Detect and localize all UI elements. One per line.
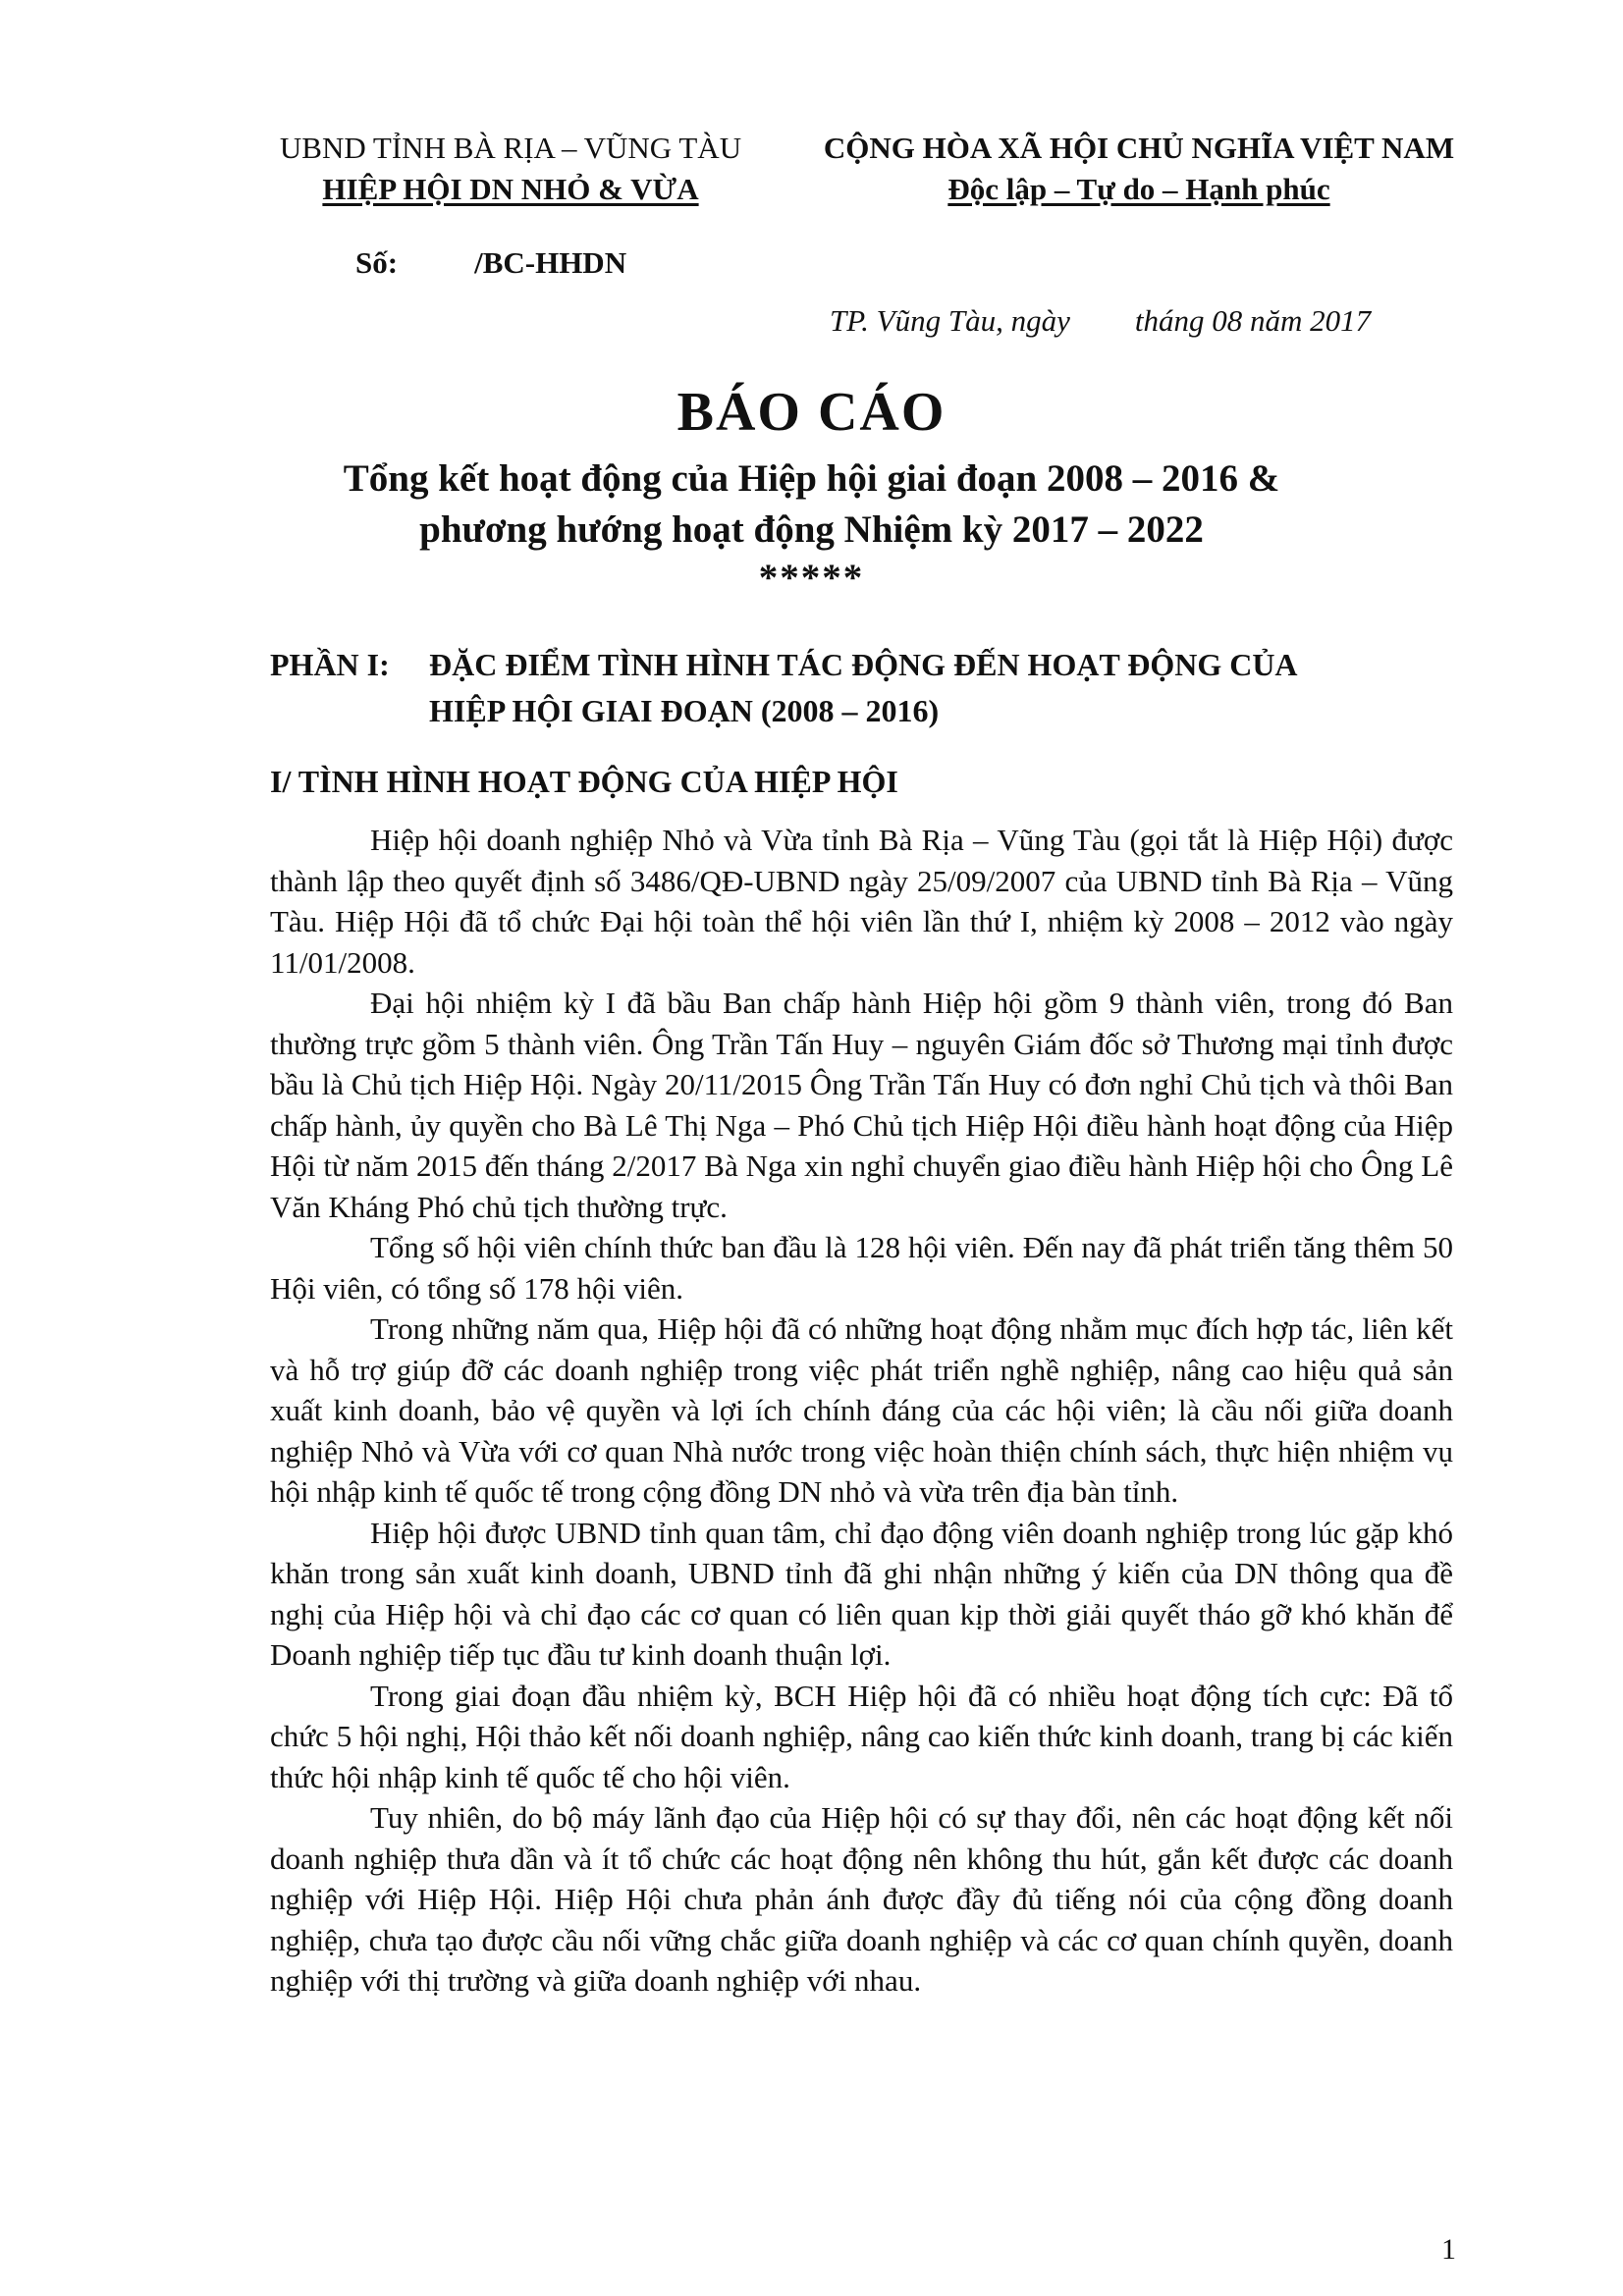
part-title-line-2: HIỆP HỘI GIAI ĐOẠN (2008 – 2016) [429,693,940,728]
part-heading [270,642,1298,734]
document-title: BÁO CÁO [676,382,947,443]
paragraph: Tổng số hội viên chính thức ban đầu là 128 hội viên. Đến nay đã phát triển tăng thêm 50 Hội viên, có tổng số 178 hội viên. [270,1230,1453,1306]
title-separator: ***** [758,557,865,599]
paragraph: Đại hội nhiệm kỳ I đã bầu Ban chấp hành Hiệp hội gồm 9 thành viên, trong đó Ban thường trực gồm 5 thành viên. Ông Trần Tấn Huy – nguyên Giám đốc sở Thương mại tỉnh được bầu là Chủ tịch Hiệp Hội. Ngày 20/11/2015 Ông Trần Tấn Huy có đơn nghỉ Chủ tịch và thôi Ban chấp hành, ủy quyền cho Bà Lê Thị Nga – Phó Chủ tịch Hiệp Hội điều hành hoạt động của Hiệp Hội từ năm 2015 đến tháng 2/2017 Bà Nga xin nghỉ chuyển giao điều hành Hiệp hội cho Ông Lê Văn Kháng Phó chủ tịch thường trực. [270,986,1453,1224]
country-name: CỘNG HÒA XÃ HỘI CHỦ NGHĨA VIỆT NAM [823,131,1455,165]
doc-number-label: Số: [355,245,399,280]
date-prefix: TP. Vũng Tàu, ngày [830,303,1070,338]
association-name: HIỆP HỘI DN NHỎ & VỪA [322,172,699,206]
subtitle-line-1: Tổng kết hoạt động của Hiệp hội giai đoạn 2008 – 2016 & [343,457,1280,500]
body-text [270,820,1453,2002]
motto: Độc lập – Tự do – Hạnh phúc [947,172,1330,206]
document-subtitle [0,454,1623,556]
province-agency: UBND TỈNH BÀ RỊA – VŨNG TÀU [279,131,742,165]
national-motto [785,128,1492,210]
document-number [355,245,626,281]
part-label: PHẦN I: [270,647,390,682]
paragraph: Tuy nhiên, do bộ máy lãnh đạo của Hiệp hội có sự thay đổi, nên các hoạt động kết nối doanh nghiệp thưa dần và ít tổ chức các hoạt động nên không thu hút, gắn kết được các doanh nghiệp với Hiệp Hội. Hiệp Hội chưa phản ánh được đầy đủ tiếng nói của cộng đồng doanh nghiệp, chưa tạo được cầu nối vững chắc giữa doanh nghiệp và các cơ quan chính quyền, doanh nghiệp với thị trường và giữa doanh nghiệp với nhau. [270,1800,1453,1998]
paragraph: Hiệp hội được UBND tỉnh quan tâm, chỉ đạo động viên doanh nghiệp trong lúc gặp khó khăn trong sản xuất kinh doanh, UBND tỉnh đã ghi nhận những ý kiến của DN thông qua đề nghị của Hiệp hội và chỉ đạo các cơ quan có liên quan kịp thời giải quyết tháo gỡ khó khăn để Doanh nghiệp tiếp tục đầu tư kinh doanh thuận lợi. [270,1515,1453,1672]
date-suffix: tháng 08 năm 2017 [1134,303,1372,338]
paragraph: Hiệp hội doanh nghiệp Nhỏ và Vừa tỉnh Bà Rịa – Vũng Tàu (gọi tắt là Hiệp Hội) được thành lập theo quyết định số 3486/QĐ-UBND ngày 25/09/2007 của UBND tỉnh Bà Rịa – Vũng Tàu. Hiệp Hội đã tổ chức Đại hội toàn thể hội viên lần thứ I, nhiệm kỳ 2008 – 2012 vào ngày 11/01/2008. [270,823,1453,980]
issuing-agency [236,128,785,210]
page-number: 1 [1441,2233,1456,2266]
doc-number-code: /BC-HHDN [474,245,627,280]
paragraph: Trong giai đoạn đầu nhiệm kỳ, BCH Hiệp hội đã có nhiều hoạt động tích cực: Đã tổ chức 5 hội nghị, Hội thảo kết nối doanh nghiệp, nâng cao kiến thức kinh doanh, trang bị các kiến thức hội nhập kinh tế quốc tế cho hội viên. [270,1678,1453,1794]
paragraph: Trong những năm qua, Hiệp hội đã có những hoạt động nhằm mục đích hợp tác, liên kết và hỗ trợ giúp đỡ các doanh nghiệp trong việc phát triển nghề nghiệp, nâng cao hiệu quả sản xuất kinh doanh, bảo vệ quyền và lợi ích chính đáng của các hội viên; là cầu nối giữa doanh nghiệp Nhỏ và Vừa với cơ quan Nhà nước trong việc hoàn thiện chính sách, thực hiện nhiệm vụ hội nhập kinh tế quốc tế trong cộng đồng DN nhỏ và vừa trên địa bàn tỉnh. [270,1311,1453,1509]
section-heading: I/ TÌNH HÌNH HOẠT ĐỘNG CỦA HIỆP HỘI [270,764,898,799]
part-title-line-1: ĐẶC ĐIỂM TÌNH HÌNH TÁC ĐỘNG ĐẾN HOẠT ĐỘNG CỦA [429,647,1298,682]
subtitle-line-2: phương hướng hoạt động Nhiệm kỳ 2017 – 2022 [419,508,1204,551]
date-line [830,303,1371,339]
